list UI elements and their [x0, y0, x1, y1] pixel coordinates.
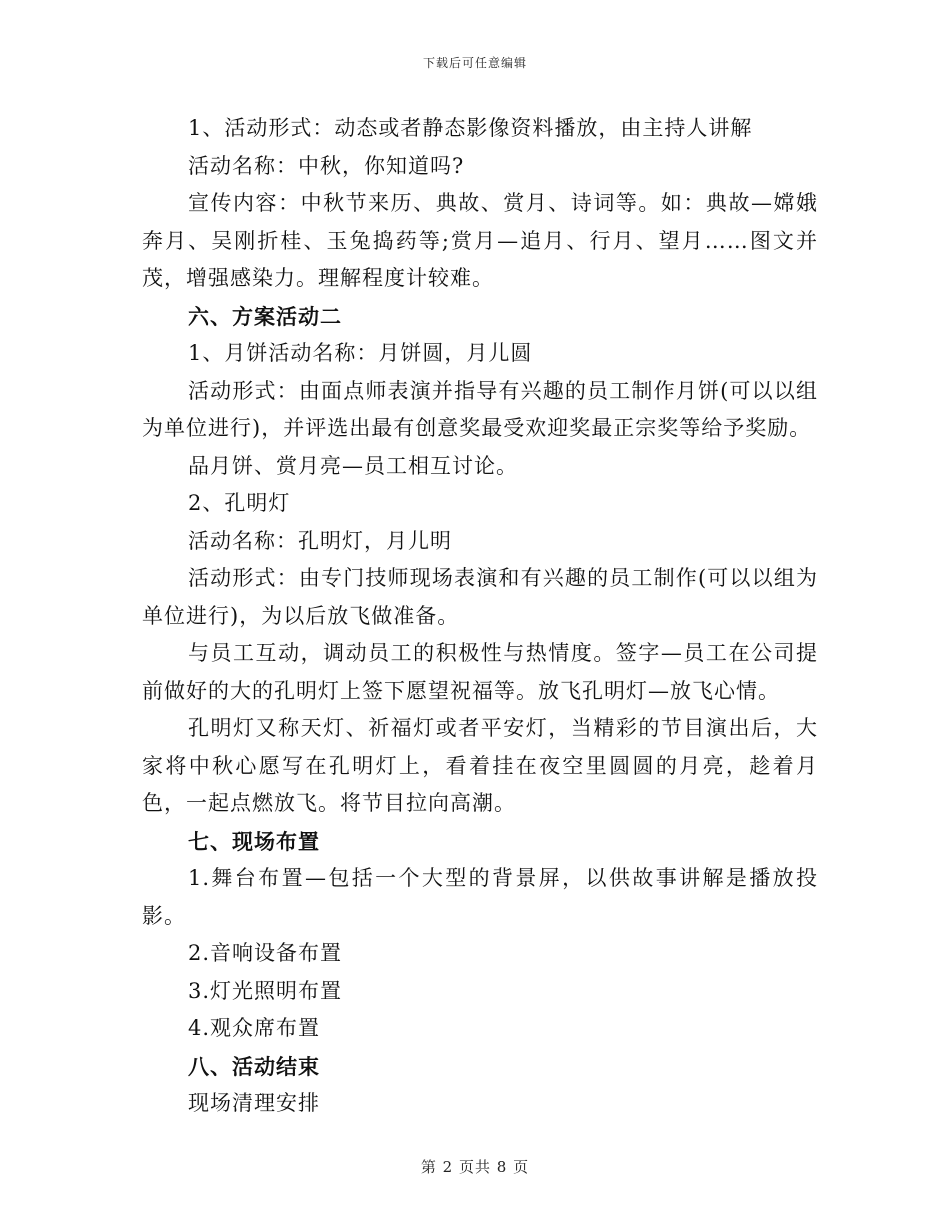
paragraph: 活动名称：孔明灯，月儿明	[188, 528, 452, 553]
section-heading: 八、活动结束	[188, 1053, 320, 1079]
paragraph: 孔明灯又称天灯、祈福灯或者平安灯，当精彩的节目演出后，大家将中秋心愿写在孔明灯上，看着挂在夜空里圆圆的月亮，趁着月色，一起点燃放飞。将节目拉向高潮。	[142, 716, 818, 815]
paragraph: 1、活动形式：动态或者静态影像资料播放，由主持人讲解	[188, 116, 753, 140]
paragraph: 活动形式：由面点师表演并指导有兴趣的员工制作月饼(可以以组为单位进行)，并评选出最有创意奖最受欢迎奖最正宗奖等给予奖励。	[142, 378, 818, 440]
list-item: 3.灯光照明布置	[188, 978, 343, 1003]
list-item: 2.音响设备布置	[188, 941, 343, 965]
page-footer: 第 2 页共 8 页	[420, 1158, 530, 1176]
paragraph: 现场清理安排	[188, 1091, 320, 1115]
paragraph: 品月饼、赏月亮—员工相互讨论。	[188, 453, 518, 478]
section-heading: 七、现场布置	[188, 828, 320, 854]
list-item: 1.舞台布置—包括一个大型的背景屏，以供故事讲解是播放投影。	[142, 866, 818, 928]
paragraph: 与员工互动，调动员工的积极性与热情度。签字—员工在公司提前做好的大的孔明灯上签下愿望祝福等。放飞孔明灯—放飞心情。	[142, 641, 818, 703]
paragraph: 活动形式：由专门技师现场表演和有兴趣的员工制作(可以以组为单位进行)，为以后放飞做准备。	[142, 566, 818, 628]
paragraph: 宣传内容：中秋节来历、典故、赏月、诗词等。如：典故—嫦娥奔月、吴刚折桂、玉兔捣药等;赏月—追月、行月、望月……图文并茂，增强感染力。理解程度计较难。	[142, 191, 818, 290]
paragraph: 活动名称：中秋，你知道吗?	[188, 153, 465, 178]
list-item: 4.观众席布置	[188, 1016, 321, 1040]
section-heading: 六、方案活动二	[188, 303, 342, 329]
paragraph: 2、孔明灯	[188, 491, 291, 515]
page-header: 下载后可任意编辑	[422, 56, 527, 70]
paragraph: 1、月饼活动名称：月饼圆，月儿圆	[188, 341, 533, 365]
document-body	[142, 110, 818, 1123]
